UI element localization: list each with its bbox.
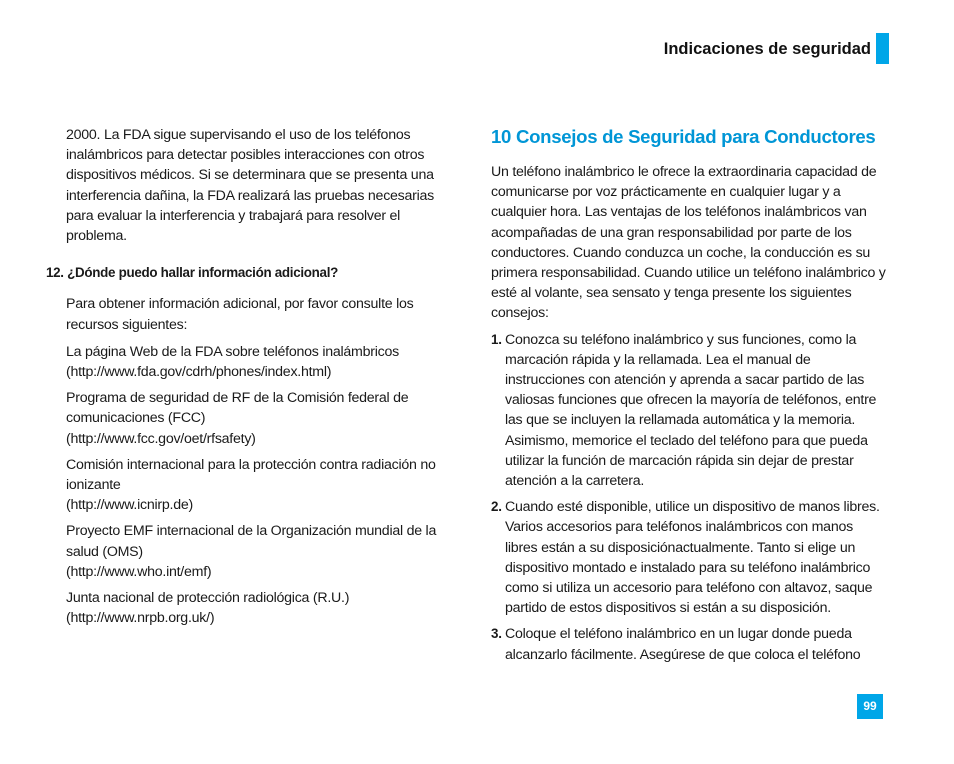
resource-name: Programa de seguridad de RF de la Comisión federal de comunicaciones (FCC): [66, 390, 409, 427]
resource-item: [66, 521, 440, 582]
tip-number: 2.: [491, 499, 502, 515]
resource-url: (http://www.who.int/emf): [66, 563, 212, 580]
resource-name: Junta nacional de protección radiológica (R.U.): [66, 590, 350, 607]
resource-item: [66, 455, 440, 516]
resource-name: Proyecto EMF internacional de la Organización mundial de la salud (OMS): [66, 523, 437, 560]
resource-name: Comisión internacional para la protección contra radiación no ionizante: [66, 456, 436, 494]
resource-url: (http://www.icnirp.de): [66, 497, 193, 514]
resource-item: [66, 388, 440, 449]
resource-item: [66, 588, 440, 628]
question-heading: 12. ¿Dónde puedo hallar información adicional?: [46, 265, 338, 281]
tip-text: Cuando esté disponible, utilice un dispositivo de manos libres. Varios accesorios para teléfonos inalámbricos con manos libres están a su disposiciónactualmente. Tanto si elige un dispositivo montado e instalado para su teléfono inalámbrico como si utiliza un accesorio para teléfono con altavoz, saque partido de estos dispositivos si están a su disposición.: [505, 499, 880, 617]
section-title: 10 Consejos de Seguridad para Conductores: [491, 126, 876, 147]
right-column: [491, 162, 887, 665]
tip-item: [491, 330, 887, 492]
answer-intro: Para obtener información adicional, por favor consulte los recursos siguientes:: [66, 296, 414, 333]
tip-item: [491, 624, 887, 664]
intro-paragraph: 2000. La FDA sigue supervisando el uso de los teléfonos inalámbricos para detectar posibles interacciones con otros dispositivos médicos. Si se determinara que se presenta una interferencia dañina, la FDA realizará las pruebas necesarias para evaluar la interferencia y trabajará para resolver el problema.: [66, 127, 435, 245]
resource-url: (http://www.fcc.gov/oet/rfsafety): [66, 430, 256, 447]
resource-url: (http://www.nrpb.org.uk/): [66, 610, 215, 627]
tip-text: Coloque el teléfono inalámbrico en un lugar donde pueda alcanzarlo fácilmente. Asegúrese de que coloca el teléfono: [505, 626, 861, 663]
resource-url: (http://www.fda.gov/cdrh/phones/index.html): [66, 364, 332, 381]
left-column: [46, 125, 440, 628]
resource-item: [66, 342, 440, 382]
header-accent-bar: [876, 33, 889, 64]
resource-name: La página Web de la FDA sobre teléfonos inalámbricos: [66, 343, 399, 360]
tip-text: Conozca su teléfono inalámbrico y sus funciones, como la marcación rápida y la rellamada. Lea el manual de instrucciones con atención y aprenda a sacar partido de las valiosas funciones que ofrecen la mayoría de teléfonos, entre las que se incluyen la rellamada automática y la memoria. Asimismo, memorice el teclado del teléfono para que pueda utilizar la función de marcación rápida sin dejar de prestar atención a la carretera.: [505, 331, 877, 490]
section-intro: Un teléfono inalámbrico le ofrece la extraordinaria capacidad de comunicarse por voz prácticamente en cualquier lugar y a cualquier hora. Las ventajas de los teléfonos inalámbricos van acompañadas de una gran responsabilidad por parte de los conductores. Cuando conduzca un coche, la conducción es su primera responsabilidad. Cuando utilice un teléfono inalámbrico y esté al volante, sea sensato y tenga presente los siguientes consejos:: [491, 164, 886, 322]
page-number: 99: [857, 694, 883, 719]
tip-number: 3.: [491, 626, 502, 642]
page-header-title: Indicaciones de seguridad: [663, 40, 871, 58]
tip-item: [491, 497, 887, 618]
tip-number: 1.: [491, 331, 502, 347]
